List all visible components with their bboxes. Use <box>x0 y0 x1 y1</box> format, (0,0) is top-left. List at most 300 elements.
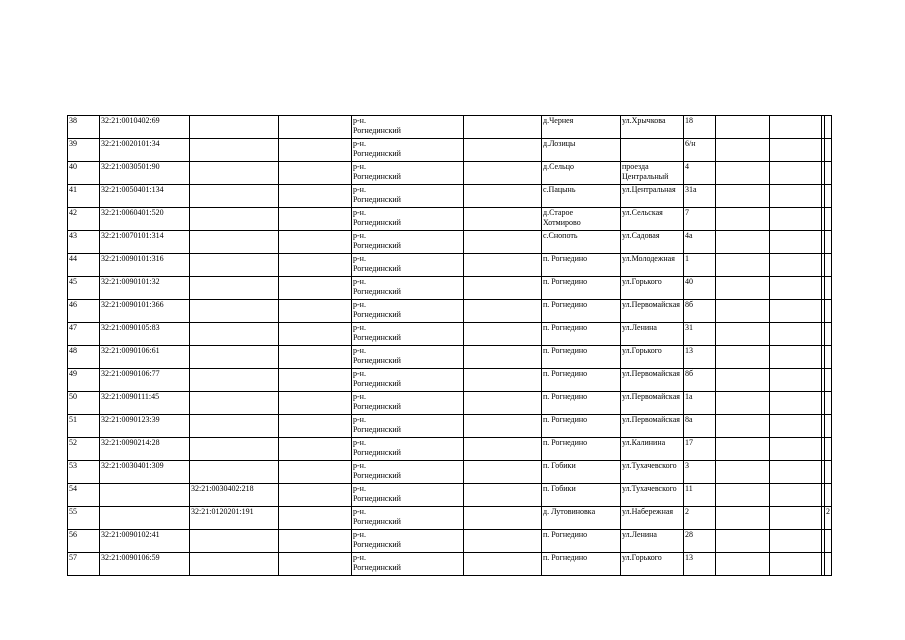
cadastral-number-alt-cell <box>190 369 279 392</box>
empty-cell <box>279 484 352 507</box>
cadastral-number-cell: 32:21:0090105:83 <box>100 323 190 346</box>
street-line: ул.Горького <box>622 277 662 286</box>
street-cell <box>621 484 684 507</box>
house-number-cell: 8б <box>684 300 716 323</box>
street-cell <box>621 438 684 461</box>
cadastral-number-alt-cell <box>190 392 279 415</box>
row-number-cell: 51 <box>68 415 100 438</box>
district-line: Рогнединский <box>353 540 401 549</box>
empty-cell <box>770 323 822 346</box>
house-number-cell: 1а <box>684 392 716 415</box>
street-line: ул.Тухачевского <box>622 461 677 470</box>
district-line: Рогнединский <box>353 241 401 250</box>
street-line: ул.Первомайская <box>622 300 680 309</box>
street-cell <box>621 461 684 484</box>
district-line: Рогнединский <box>353 126 401 135</box>
locality-cell <box>542 300 621 323</box>
extra-value-cell <box>825 185 832 208</box>
cadastral-number-alt-cell: 32:21:0120201:191 <box>190 507 279 530</box>
district-line: Рогнединский <box>353 287 401 296</box>
empty-cell <box>770 346 822 369</box>
extra-value-cell <box>825 277 832 300</box>
extra-value-cell: 2 <box>825 507 832 530</box>
empty-cell <box>279 553 352 576</box>
extra-value-cell <box>825 162 832 185</box>
house-number-cell: 8б <box>684 369 716 392</box>
row-number-cell: 53 <box>68 461 100 484</box>
extra-value-cell <box>825 300 832 323</box>
empty-cell <box>716 162 770 185</box>
empty-cell <box>716 346 770 369</box>
empty-cell <box>770 139 822 162</box>
empty-cell <box>279 392 352 415</box>
district-line: Рогнединский <box>353 379 401 388</box>
house-number-cell: 13 <box>684 553 716 576</box>
locality-cell <box>542 254 621 277</box>
house-number-cell: 11 <box>684 484 716 507</box>
locality-line: п. Рогнедино <box>543 277 588 286</box>
empty-cell <box>279 369 352 392</box>
street-cell <box>621 162 684 185</box>
empty-cell <box>770 185 822 208</box>
street-cell <box>621 530 684 553</box>
empty-cell <box>464 415 542 438</box>
street-cell <box>621 139 684 162</box>
extra-value-cell <box>825 415 832 438</box>
district-cell <box>352 369 464 392</box>
row-number-cell: 40 <box>68 162 100 185</box>
district-cell <box>352 507 464 530</box>
empty-cell <box>716 231 770 254</box>
extra-value-cell <box>825 530 832 553</box>
cadastral-number-cell: 32:21:0020101:34 <box>100 139 190 162</box>
row-number-cell: 42 <box>68 208 100 231</box>
extra-value-cell <box>825 553 832 576</box>
empty-cell <box>279 346 352 369</box>
empty-cell <box>464 139 542 162</box>
extra-value-cell <box>825 116 832 139</box>
locality-cell <box>542 369 621 392</box>
cadastral-number-alt-cell <box>190 300 279 323</box>
locality-cell <box>542 530 621 553</box>
cadastral-number-cell: 32:21:0010402:69 <box>100 116 190 139</box>
street-cell <box>621 346 684 369</box>
house-number-cell: 1 <box>684 254 716 277</box>
empty-cell <box>716 185 770 208</box>
locality-line: п. Рогнедино <box>543 438 588 447</box>
locality-line: п. Гобики <box>543 461 576 470</box>
district-line: р-н. <box>353 277 366 286</box>
row-number-cell: 52 <box>68 438 100 461</box>
cadastral-number-cell: 32:21:0030401:309 <box>100 461 190 484</box>
empty-cell <box>716 116 770 139</box>
street-cell <box>621 392 684 415</box>
empty-cell <box>464 300 542 323</box>
district-line: р-н. <box>353 208 366 217</box>
cadastral-number-alt-cell <box>190 231 279 254</box>
locality-line: п. Рогнедино <box>543 392 588 401</box>
district-line: р-н. <box>353 346 366 355</box>
empty-cell <box>770 231 822 254</box>
empty-cell <box>716 530 770 553</box>
house-number-cell: 2 <box>684 507 716 530</box>
street-cell <box>621 208 684 231</box>
street-line: ул.Первомайская <box>622 415 680 424</box>
street-line: ул.Молодежная <box>622 254 675 263</box>
street-line: ул.Первомайская <box>622 392 680 401</box>
district-line: Рогнединский <box>353 195 401 204</box>
locality-line: п. Гобики <box>543 484 576 493</box>
district-cell <box>352 530 464 553</box>
property-register-table <box>67 115 832 576</box>
locality-cell <box>542 139 621 162</box>
table-row <box>68 415 832 438</box>
empty-cell <box>279 277 352 300</box>
table-row <box>68 254 832 277</box>
street-cell <box>621 231 684 254</box>
empty-cell <box>464 208 542 231</box>
district-cell <box>352 185 464 208</box>
empty-cell <box>279 231 352 254</box>
cadastral-number-cell: 32:21:0090106:77 <box>100 369 190 392</box>
cadastral-number-cell: 32:21:0090106:61 <box>100 346 190 369</box>
empty-cell <box>279 461 352 484</box>
empty-cell <box>716 553 770 576</box>
cadastral-number-alt-cell <box>190 415 279 438</box>
empty-cell <box>279 438 352 461</box>
cadastral-number-cell: 32:21:0090102:41 <box>100 530 190 553</box>
house-number-cell: 31а <box>684 185 716 208</box>
district-line: р-н. <box>353 185 366 194</box>
district-cell <box>352 346 464 369</box>
district-line: Рогнединский <box>353 471 401 480</box>
empty-cell <box>464 530 542 553</box>
street-cell <box>621 300 684 323</box>
table-row <box>68 392 832 415</box>
empty-cell <box>716 369 770 392</box>
district-line: Рогнединский <box>353 333 401 342</box>
district-line: Рогнединский <box>353 448 401 457</box>
district-line: р-н. <box>353 369 366 378</box>
empty-cell <box>464 392 542 415</box>
district-cell <box>352 484 464 507</box>
table-row <box>68 553 832 576</box>
locality-line: п. Рогнедино <box>543 323 588 332</box>
empty-cell <box>279 530 352 553</box>
empty-cell <box>716 300 770 323</box>
empty-cell <box>464 461 542 484</box>
empty-cell <box>464 323 542 346</box>
district-line: Рогнединский <box>353 563 401 572</box>
empty-cell <box>716 461 770 484</box>
district-line: р-н. <box>353 116 366 125</box>
street-line: ул.Хрычкова <box>622 116 666 125</box>
extra-value-cell <box>825 254 832 277</box>
district-line: р-н. <box>353 415 366 424</box>
locality-line: п. Рогнедино <box>543 369 588 378</box>
district-cell <box>352 208 464 231</box>
table-row <box>68 507 832 530</box>
extra-value-cell <box>825 323 832 346</box>
cadastral-number-alt-cell <box>190 530 279 553</box>
row-number-cell: 41 <box>68 185 100 208</box>
table-row <box>68 530 832 553</box>
cadastral-number-cell <box>100 484 190 507</box>
locality-cell <box>542 553 621 576</box>
extra-value-cell <box>825 438 832 461</box>
district-line: Рогнединский <box>353 402 401 411</box>
cadastral-number-alt-cell <box>190 185 279 208</box>
extra-value-cell <box>825 208 832 231</box>
table-row <box>68 185 832 208</box>
street-line: ул.Калинина <box>622 438 666 447</box>
empty-cell <box>770 208 822 231</box>
locality-line: п. Рогнедино <box>543 300 588 309</box>
district-line: р-н. <box>353 162 366 171</box>
table-row <box>68 323 832 346</box>
table-row <box>68 116 832 139</box>
empty-cell <box>464 369 542 392</box>
district-line: р-н. <box>353 323 366 332</box>
district-line: Рогнединский <box>353 172 401 181</box>
empty-cell <box>770 300 822 323</box>
empty-cell <box>770 277 822 300</box>
street-cell <box>621 507 684 530</box>
district-cell <box>352 553 464 576</box>
cadastral-number-cell: 32:21:0090101:366 <box>100 300 190 323</box>
empty-cell <box>770 254 822 277</box>
district-line: Рогнединский <box>353 494 401 503</box>
locality-line: с.Пацынь <box>543 185 576 194</box>
locality-cell <box>542 116 621 139</box>
empty-cell <box>716 139 770 162</box>
district-cell <box>352 139 464 162</box>
district-cell <box>352 162 464 185</box>
empty-cell <box>279 162 352 185</box>
empty-cell <box>770 392 822 415</box>
table-row <box>68 231 832 254</box>
cadastral-number-cell: 32:21:0070101:314 <box>100 231 190 254</box>
row-number-cell: 44 <box>68 254 100 277</box>
cadastral-number-alt-cell <box>190 208 279 231</box>
house-number-cell: 40 <box>684 277 716 300</box>
empty-cell <box>464 162 542 185</box>
empty-cell <box>464 254 542 277</box>
cadastral-number-alt-cell <box>190 323 279 346</box>
empty-cell <box>279 208 352 231</box>
street-cell <box>621 254 684 277</box>
locality-cell <box>542 323 621 346</box>
district-line: р-н. <box>353 392 366 401</box>
cadastral-number-cell: 32:21:0050401:134 <box>100 185 190 208</box>
table-row <box>68 300 832 323</box>
cadastral-number-cell: 32:21:0090214:28 <box>100 438 190 461</box>
street-line: ул.Горького <box>622 346 662 355</box>
row-number-cell: 43 <box>68 231 100 254</box>
cadastral-number-alt-cell <box>190 346 279 369</box>
street-line: ул.Ленина <box>622 530 657 539</box>
house-number-cell: 3 <box>684 461 716 484</box>
house-number-cell: 18 <box>684 116 716 139</box>
street-line: ул.Ленина <box>622 323 657 332</box>
cadastral-number-cell: 32:21:0090111:45 <box>100 392 190 415</box>
cadastral-number-cell <box>100 507 190 530</box>
cadastral-number-cell: 32:21:0090101:316 <box>100 254 190 277</box>
empty-cell <box>464 116 542 139</box>
locality-cell <box>542 277 621 300</box>
empty-cell <box>464 231 542 254</box>
row-number-cell: 57 <box>68 553 100 576</box>
extra-value-cell <box>825 346 832 369</box>
house-number-cell: 4а <box>684 231 716 254</box>
district-cell <box>352 231 464 254</box>
empty-cell <box>770 530 822 553</box>
empty-cell <box>716 208 770 231</box>
district-line: Рогнединский <box>353 310 401 319</box>
district-line: р-н. <box>353 461 366 470</box>
district-cell <box>352 438 464 461</box>
locality-line: с.Снопоть <box>543 231 578 240</box>
locality-line: Хотмирово <box>543 218 581 227</box>
district-line: р-н. <box>353 484 366 493</box>
street-line: Центральный <box>622 172 669 181</box>
house-number-cell: 7 <box>684 208 716 231</box>
locality-cell <box>542 346 621 369</box>
district-cell <box>352 461 464 484</box>
locality-line: п. Рогнедино <box>543 553 588 562</box>
cadastral-number-cell: 32:21:0090106:59 <box>100 553 190 576</box>
cadastral-number-alt-cell <box>190 116 279 139</box>
street-line: ул.Тухачевского <box>622 484 677 493</box>
cadastral-number-alt-cell <box>190 139 279 162</box>
district-line: Рогнединский <box>353 264 401 273</box>
empty-cell <box>770 438 822 461</box>
empty-cell <box>770 553 822 576</box>
district-line: Рогнединский <box>353 517 401 526</box>
street-cell <box>621 277 684 300</box>
extra-value-cell <box>825 231 832 254</box>
locality-line: д.Чернея <box>543 116 574 125</box>
street-line: ул.Набережная <box>622 507 674 516</box>
locality-cell <box>542 185 621 208</box>
row-number-cell: 38 <box>68 116 100 139</box>
district-cell <box>352 300 464 323</box>
cadastral-number-alt-cell <box>190 254 279 277</box>
locality-cell <box>542 162 621 185</box>
cadastral-number-cell: 32:21:0090123:39 <box>100 415 190 438</box>
empty-cell <box>770 461 822 484</box>
empty-cell <box>464 507 542 530</box>
locality-line: д.Старое <box>543 208 574 217</box>
empty-cell <box>279 254 352 277</box>
empty-cell <box>716 392 770 415</box>
row-number-cell: 49 <box>68 369 100 392</box>
district-line: Рогнединский <box>353 218 401 227</box>
empty-cell <box>464 553 542 576</box>
street-line: ул.Первомайская <box>622 369 680 378</box>
extra-value-cell <box>825 484 832 507</box>
locality-cell <box>542 415 621 438</box>
district-line: р-н. <box>353 507 366 516</box>
cadastral-number-alt-cell <box>190 553 279 576</box>
street-cell <box>621 116 684 139</box>
extra-value-cell <box>825 392 832 415</box>
street-line: ул.Центральная <box>622 185 676 194</box>
empty-cell <box>716 484 770 507</box>
empty-cell <box>279 323 352 346</box>
table-row <box>68 484 832 507</box>
cadastral-number-alt-cell <box>190 438 279 461</box>
house-number-cell: 28 <box>684 530 716 553</box>
empty-cell <box>716 254 770 277</box>
street-line: ул.Сельская <box>622 208 663 217</box>
cadastral-number-cell: 32:21:0060401:520 <box>100 208 190 231</box>
empty-cell <box>716 507 770 530</box>
locality-cell <box>542 438 621 461</box>
empty-cell <box>464 185 542 208</box>
district-line: Рогнединский <box>353 356 401 365</box>
row-number-cell: 47 <box>68 323 100 346</box>
house-number-cell: 4 <box>684 162 716 185</box>
row-number-cell: 48 <box>68 346 100 369</box>
empty-cell <box>464 346 542 369</box>
table-row <box>68 369 832 392</box>
extra-value-cell <box>825 461 832 484</box>
row-number-cell: 46 <box>68 300 100 323</box>
locality-line: д.Сельцо <box>543 162 574 171</box>
district-cell <box>352 254 464 277</box>
street-cell <box>621 553 684 576</box>
empty-cell <box>279 139 352 162</box>
district-line: р-н. <box>353 254 366 263</box>
empty-cell <box>770 415 822 438</box>
district-line: Рогнединский <box>353 425 401 434</box>
row-number-cell: 45 <box>68 277 100 300</box>
cadastral-number-alt-cell: 32:21:0030402:218 <box>190 484 279 507</box>
table-row <box>68 346 832 369</box>
empty-cell <box>770 484 822 507</box>
empty-cell <box>770 116 822 139</box>
locality-cell <box>542 231 621 254</box>
street-cell <box>621 185 684 208</box>
house-number-cell: 17 <box>684 438 716 461</box>
empty-cell <box>279 116 352 139</box>
table-row <box>68 208 832 231</box>
row-number-cell: 56 <box>68 530 100 553</box>
locality-cell <box>542 208 621 231</box>
locality-line: д. Лутовиновка <box>543 507 596 516</box>
table-row <box>68 139 832 162</box>
street-cell <box>621 323 684 346</box>
street-line: проезда <box>622 162 649 171</box>
street-cell <box>621 369 684 392</box>
empty-cell <box>279 185 352 208</box>
locality-line: п. Рогнедино <box>543 530 588 539</box>
empty-cell <box>279 415 352 438</box>
empty-cell <box>770 162 822 185</box>
street-line: ул.Садовая <box>622 231 660 240</box>
table-row <box>68 162 832 185</box>
locality-cell <box>542 484 621 507</box>
house-number-cell: 31 <box>684 323 716 346</box>
locality-cell <box>542 392 621 415</box>
empty-cell <box>279 300 352 323</box>
district-cell <box>352 392 464 415</box>
empty-cell <box>716 323 770 346</box>
row-number-cell: 39 <box>68 139 100 162</box>
row-number-cell: 54 <box>68 484 100 507</box>
locality-cell <box>542 461 621 484</box>
